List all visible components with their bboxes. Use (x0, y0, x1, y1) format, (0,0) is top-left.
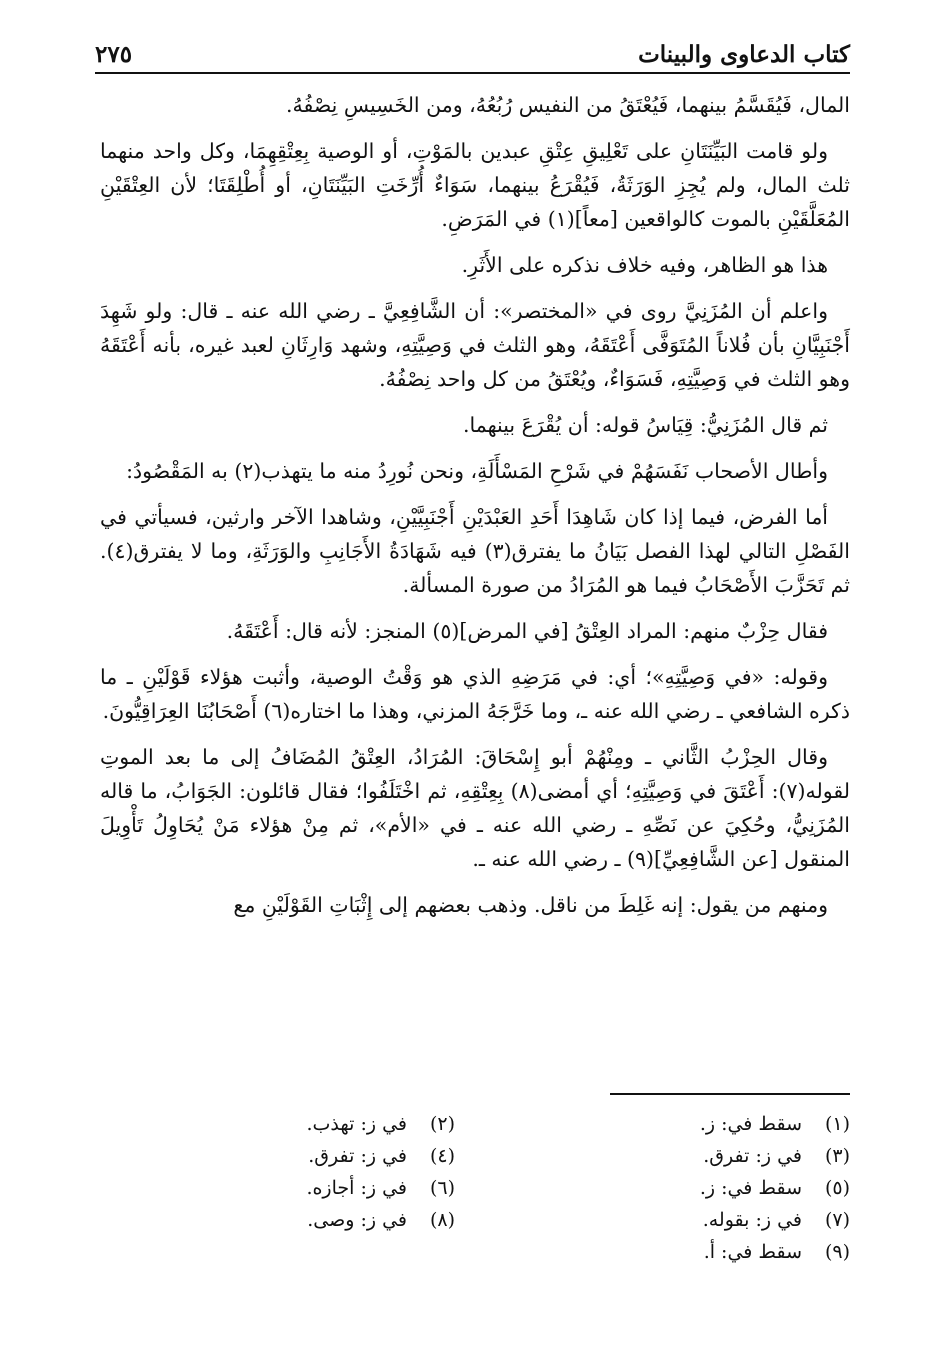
footnote-number: (٧) (824, 1209, 850, 1231)
paragraph: المال، فَيُقَسَّمُ بينهما، فَيُعْتَقُ من النفيس رُبُعُهُ، ومن الخَسِيسِ نِصْفُهُ. (285, 93, 850, 117)
footnote-number: (٢) (429, 1113, 455, 1135)
footnote-text: سقط في: ز. (699, 1113, 802, 1135)
footnote-item (495, 1236, 850, 1268)
paragraph: وقال الحِزْبُ الثَّاني ـ ومِنْهُمْ أبو إِسْحَاقَ: المُرَادُ، العِتْقُ المُضَافُ إلى ما بعد الموتِ لقوله(٧): أَعْتَقَ في وَصِيَّتِهِ؛ أي أمضى(٨) بِعِتْقِهِ، ثم اخْتَلَفُوا؛ فقال قائلون: الجَوَابُ، ما قاله المُزَنِيُّ، وحُكِيَ عن نَصِّهِ ـ رضي الله عنه ـ في «الأم»، ثم مِنْ هؤلاء مَنْ يُحَاوِلُ تَأْوِيلَ المنقول [عن الشَّافِعِيِّ](٩) ـ رضي الله عنه ـ. (100, 745, 850, 871)
page-number: ٢٧٥ (95, 41, 133, 68)
paragraph: ومنهم من يقول: إنه غَلِطَ من ناقل. وذهب بعضهم إلى إِثْبَاتِ القَوْلَيْنِ مع (233, 893, 828, 917)
footnote-number: (٣) (824, 1145, 850, 1167)
footnotes (100, 1108, 850, 1268)
footnote-text: في ز: وصى. (307, 1209, 407, 1231)
paragraph: واعلم أن المُزَنِيَّ روى في «المختصر»: أن الشَّافِعِيَّ ـ رضي الله عنه ـ قال: ولو شَهِدَ أَجْنَبِيَّانِ بأن فُلاناً المُتَوَفَّى أَعْتَقَهُ، وهو الثلث في وَصِيَّتِهِ، وشهد وَارِثَانِ لعبد غيره، بأنه أَعْتَقَهُ وهو الثلث في وَصِيَّتِهِ، فَسَوَاءٌ، ويُعْتَقُ من كل واحد نِصْفُهُ. (100, 299, 850, 391)
paragraph: فقال حِزْبٌ منهم: المراد العِتْقُ [في المرض](٥) المنجز: لأنه قال: أَعْتَقَهُ. (226, 619, 828, 643)
paragraph: هذا هو الظاهر، وفيه خلاف نذكره على الأَثَرِ. (461, 253, 828, 277)
paragraph: أما الفرض، فيما إذا كان شَاهِدَا أَحَدِ العَبْدَيْنِ أَجْنَبِيَّيْنِ، وشاهدا الآخر وارثين، فسيأتي في الفَصْلِ التالي لهذا الفصل بَيَانُ ما يفترق(٣) فيه شَهَادَةُ الأَجَانِبِ والوَرَثَةِ، وما لا يفترق(٤). ثم تَحَزَّبَ الأَصْحَابُ فيما هو المُرَادُ من صورة المسألة. (100, 505, 850, 597)
footnote-item (100, 1108, 455, 1140)
footnote-number: (٤) (429, 1145, 455, 1167)
footnote-item (495, 1172, 850, 1204)
footnote-number: (٦) (429, 1177, 455, 1199)
paragraph: ولو قامت البَيِّنَتَانِ على تَعْلِيقِ عِتْقِ عبدين بالمَوْتِ، أو الوصية بِعِتْقِهِمَا، وكل واحد منهما ثلث المال، ولم يُجِزِ الوَرَثَةُ، فَيُقْرَعُ بينهما، سَوَاءٌ أُرِّخَتِ البَيِّنَتَانِ، أو أُطْلِقَتَا؛ لأن العِتْقَيْنِ المُعَلَّقَيْنِ بالموت كالواقعين [معاً](١) في المَرَضِ. (100, 139, 850, 231)
paragraph: وقوله: «في وَصِيَّتِهِ»؛ أي: في مَرَضِهِ الذي هو وَقْتُ الوصية، وأثبت هؤلاء قَوْلَيْنِ ـ ما ذكره الشافعي ـ رضي الله عنه ـ، وما خَرَّجَهُ المزني، وهذا ما اختاره(٦) أَصْحَابُنَا العِرَاقِيُّونَ. (100, 665, 850, 723)
footnote-separator (610, 1093, 850, 1095)
footnote-number: (٩) (824, 1241, 850, 1263)
footnote-text: في ز: أجازه. (306, 1177, 407, 1199)
footnote-item (495, 1204, 850, 1236)
paragraph: ثم قال المُزَنِيُّ: قِيَاسُ قوله: أن يُقْرَعَ بينهما. (462, 413, 828, 437)
footnote-number: (٨) (429, 1209, 455, 1231)
running-header (95, 30, 850, 74)
footnote-text: سقط في: ز. (699, 1177, 802, 1199)
footnote-text: في ز: تفرق. (703, 1145, 802, 1167)
footnote-text: في ز: بقوله. (702, 1209, 802, 1231)
footnote-text: في ز: تفرق. (308, 1145, 407, 1167)
main-text (100, 88, 850, 934)
header-title: كتاب الدعاوى والبينات (638, 41, 850, 68)
footnote-item (100, 1204, 455, 1236)
footnote-number: (١) (824, 1113, 850, 1135)
footnote-item (495, 1140, 850, 1172)
footnote-text: في ز: تهذب. (306, 1113, 407, 1135)
paragraph: وأطال الأصحاب نَفَسَهُمْ في شَرْحِ المَسْأَلَةِ، ونحن نُورِدُ منه ما يتهذب(٢) به المَقْصُودُ: (126, 459, 828, 483)
footnote-text: سقط في: أ. (703, 1241, 802, 1263)
footnote-item (100, 1140, 455, 1172)
footnote-item (495, 1108, 850, 1140)
footnote-number: (٥) (824, 1177, 850, 1199)
footnote-item (100, 1172, 455, 1204)
